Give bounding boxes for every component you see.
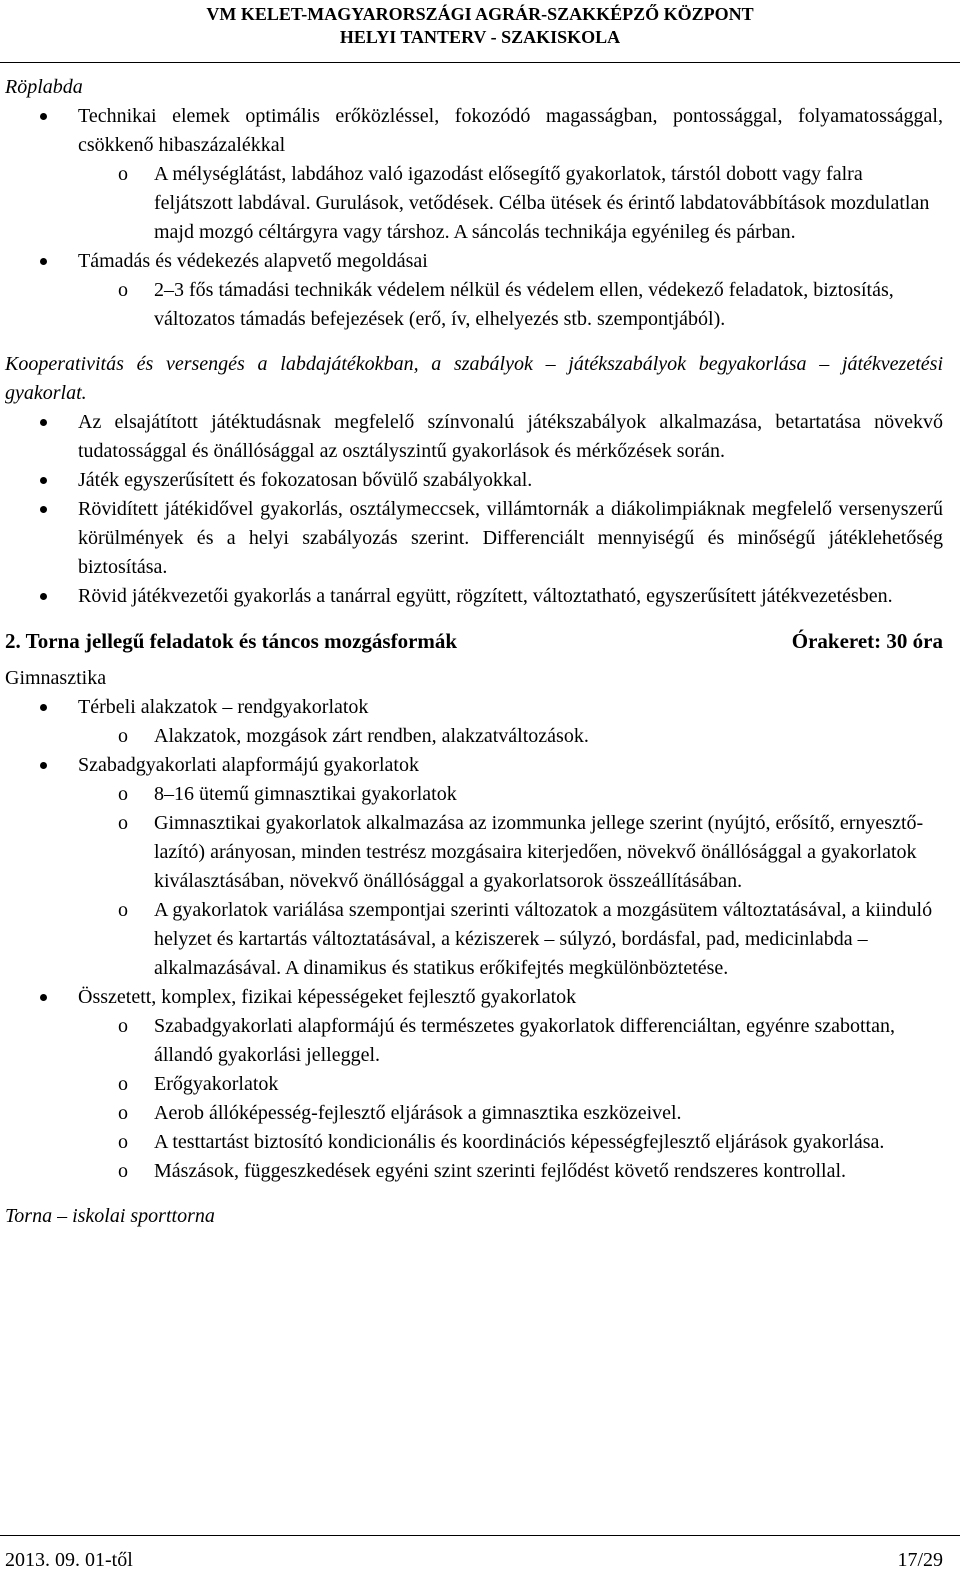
gimnasztika-list [5,693,943,1186]
section-heading-torna: Torna ‒ iskolai sporttorna [5,1205,215,1227]
module-hours: Órakeret: 30 óra [791,629,943,653]
list-item: Összetett, komplex, fizikai képességeket fejlesztő gyakorlatok o Szabadgyakorlati alapformájú és természetes gyakorlatok differenciáltan, egyénre szabottan, állandó gyakorlási jelleggel. o Erőgyakorlatok o Aerob állóképesség-fejlesztő eljárások a gimnasztika eszközeivel. o A testtartást biztosító kondicionális és koordinációs képességfejlesztő eljárások gyakorlása. o Mászások, függeszkedések egyéni szint szerinti fejlődést követő rendszeres kontrollal. [78,983,943,1186]
sub-list-item: o 2‒3 fős támadási technikák védelem nélkül és védelem ellen, védekező feladatok, biztosítás, változatos támadás befejezések (erő, ív, elhelyezés stb. szempontjából). [154,276,943,334]
section-heading-kooperativitas: Kooperativitás és versengés a labdajátékokban, a szabályok ‒ játékszabályok begyakorlása ‒ játékvezetési gyakorlat. [5,353,943,404]
footer-date: 2013. 09. 01-től [5,1549,133,1571]
roplabda-list [5,102,943,334]
footer-divider [0,1535,960,1536]
kooperativitas-list [5,408,943,611]
module-title: 2. Torna jellegű feladatok és táncos mozgásformák [5,629,458,653]
list-item: Rövid játékvezetői gyakorlás a tanárral együtt, rögzített, változtatható, egyszerűsített játékvezetésben. [78,582,943,611]
sub-list-item: o Alakzatok, mozgások zárt rendben, alakzatváltozások. [154,722,943,751]
sub-list-item: o Erőgyakorlatok [154,1070,943,1099]
module-title-row [5,627,943,656]
page-number: 17/29 [897,1549,943,1571]
list-item: Az elsajátított játéktudásnak megfelelő színvonalú játékszabályok alkalmazása, betartatása növekvő tudatossággal és önállósággal az osztályszintű gyakorlások és mérkőzések során. [78,408,943,466]
section-heading-gimnasztika: Gimnasztika [5,667,107,689]
header-institution: VM KELET-MAGYARORSZÁGI AGRÁR-SZAKKÉPZŐ KÖZPONT [206,4,754,24]
sub-list-item: o A mélységlátást, labdához való igazodást elősegítő gyakorlatok, társtól dobott vagy falra feljátszott labdával. Gurulások, vetődések. Célba ütések és érintő labdatovábbítások mozdulatlan majd mozgó céltárgyra vagy társhoz. A sáncolás technikája egyénileg és párban. [154,160,943,247]
sub-list [78,1012,943,1186]
sub-list-item: o A testtartást biztosító kondicionális és koordinációs képességfejlesztő eljárások gyakorlása. [154,1128,943,1157]
sub-list-item: o Gimnasztikai gyakorlatok alkalmazása az izommunka jellege szerint (nyújtó, erősítő, ernyesztő-lazító) arányosan, minden testrész mozgásaira kiterjedően, növekvő önállósággal a gyakorlatok kiválasztásában, növekvő önállósággal a gyakorlatsorok összeállításában. [154,809,943,896]
section-heading-roplabda: Röplabda [5,76,83,98]
list-item: Technikai elemek optimális erőközléssel, fokozódó magasságban, pontossággal, folyamatossággal, csökkenő hibaszázalékkal o A mélységlátást, labdához való igazodást elősegítő gyakorlatok, társtól dobott vagy falra feljátszott labdával. Gurulások, vetődések. Célba ütések és érintő labdatovábbítások mozdulatlan majd mozgó céltárgyra vagy társhoz. A sáncolás technikája egyénileg és párban. [78,102,943,247]
sub-list-item: o Aerob állóképesség-fejlesztő eljárások a gimnasztika eszközeivel. [154,1099,943,1128]
sub-list [78,780,943,983]
list-item: Rövidített játékidővel gyakorlás, osztálymeccsek, villámtornák a diákolimpiáknak megfelelő versenyszerű körülmények és a helyi szabályozás szerint. Differenciált mennyiségű és minőségű játéklehetőség biztosítása. [78,495,943,582]
sub-list [78,160,943,247]
list-item: Támadás és védekezés alapvető megoldásai o 2‒3 fős támadási technikák védelem nélkül és védelem ellen, védekező feladatok, biztosítás, változatos támadás befejezések (erő, ív, elhelyezés stb. szempontjából). [78,247,943,334]
sub-list [78,276,943,334]
list-item: Térbeli alakzatok ‒ rendgyakorlatok o Alakzatok, mozgások zárt rendben, alakzatváltozások. [78,693,943,751]
page-footer [5,1546,943,1575]
header-subtitle: HELYI TANTERV - SZAKISKOLA [339,27,621,47]
list-item: Játék egyszerűsített és fokozatosan bővülő szabályokkal. [78,466,943,495]
sub-list-item: o Mászások, függeszkedések egyéni szint szerinti fejlődést követő rendszeres kontrollal. [154,1157,943,1186]
document-body [5,73,943,1231]
sub-list-item: o A gyakorlatok variálása szempontjai szerinti változatok a mozgásütem változtatásával, a kiinduló helyzet és kartartás változtatásával, a kéziszerek ‒ súlyzó, bordásfal, pad, medicinlabda ‒ alkalmazásával. A dinamikus és statikus erőkifejtés megkülönböztetése. [154,896,943,983]
list-item: Szabadgyakorlati alapformájú gyakorlatok o 8‒16 ütemű gimnasztikai gyakorlatok o Gimnasztikai gyakorlatok alkalmazása az izommunka jellege szerint (nyújtó, erősítő, ernyesztő-lazító) arányosan, minden testrész mozgásaira kiterjedően, növekvő önállósággal a gyakorlatok kiválasztásában, növekvő önállósággal a gyakorlatsorok összeállításában. o A gyakorlatok variálása szempontjai szerinti változatok a mozgásütem változtatásával, a kiinduló helyzet és kartartás változtatásával, a kéziszerek ‒ súlyzó, bordásfal, pad, medicinlabda ‒ alkalmazásával. A dinamikus és statikus erőkifejtés megkülönböztetése. [78,751,943,983]
page-header [0,0,960,50]
sub-list-item: o 8‒16 ütemű gimnasztikai gyakorlatok [154,780,943,809]
sub-list [78,722,943,751]
sub-list-item: o Szabadgyakorlati alapformájú és természetes gyakorlatok differenciáltan, egyénre szabottan, állandó gyakorlási jelleggel. [154,1012,943,1070]
header-divider [0,62,960,63]
